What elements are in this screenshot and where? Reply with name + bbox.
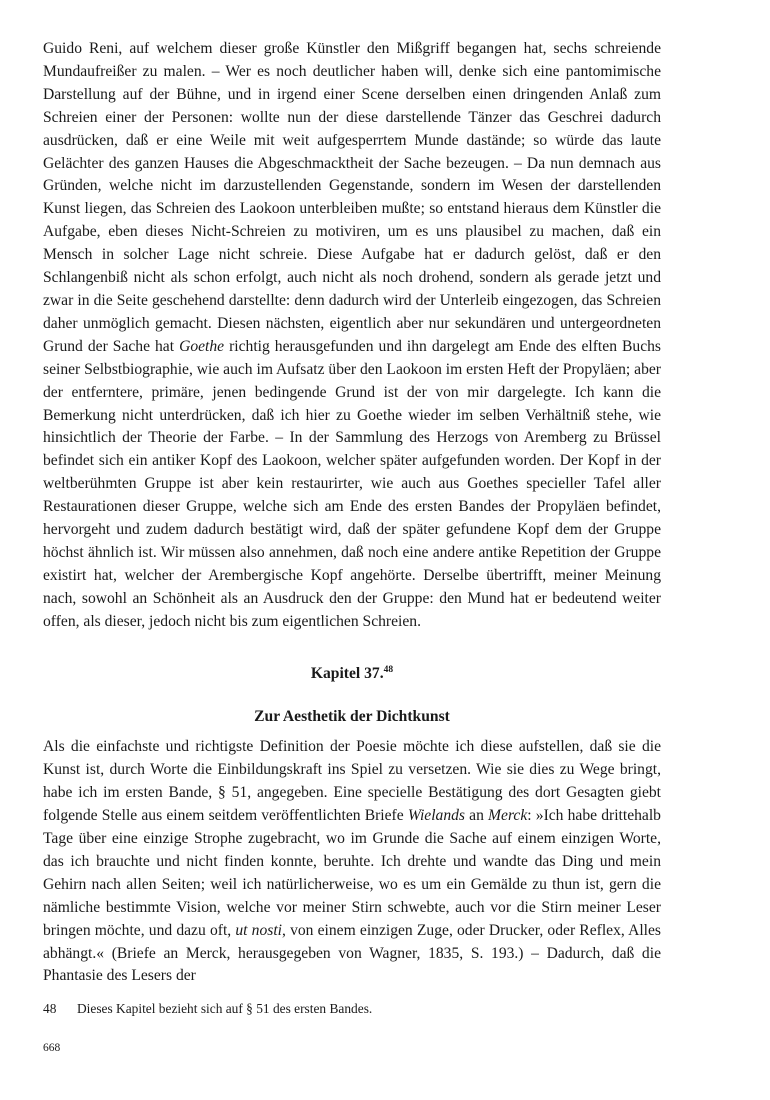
- footnote-text: Dieses Kapitel bezieht sich auf § 51 des ersten Bandes.: [77, 1001, 373, 1016]
- paragraph-poesie: [43, 736, 661, 988]
- footnote: [43, 1000, 661, 1018]
- chapter-title: Zur Aesthetik der Dichtkunst: [254, 708, 450, 726]
- page-number: 668: [43, 1042, 61, 1054]
- text-run: Als die einfachste und richtigste Definition der Poesie möchte ich diese aufstellen, daß sie die Kunst ist, durch Worte die Einbildungskraft ins Spiel zu versetzen. Wie sie dies zu Wege bringt, habe ich im ersten Bande, § 51, angegeben. Eine specielle Bestätigung des dort Gesagten giebt folgende Stelle aus einem seitdem veröffentlichten Briefe: [43, 738, 661, 825]
- italic-text: Merck: [488, 807, 528, 825]
- italic-text: Goethe: [179, 337, 225, 355]
- text-run: , von einem einzigen Zuge, oder Drucker, oder Reflex, Alles abhängt.« (Briefe an Merck, herausgegeben von Wagner, 1835, S. 193.) – Dadurch, daß die Phantasie des Lesers der: [43, 921, 662, 985]
- chapter-heading: [43, 663, 661, 686]
- italic-text: ut nosti: [235, 921, 282, 939]
- page-body: [43, 38, 661, 988]
- text-run: an: [465, 807, 489, 825]
- footnote-number: 48: [43, 1001, 57, 1016]
- text-run: Guido Reni, auf welchem dieser große Künstler den Mißgriff begangen hat, sechs schreiende Mundaufreißer zu malen. – Wer es noch deutlicher haben will, denke sich eine pantomimische Darstellung auf der Bühne, und in irgend einer Scene derselben einen dringenden Anlaß zum Schreien einer der Personen: wollte nun der diese darstellende Tänzer das Geschrei dadurch ausdrücken, daß er eine Weile mit weit aufgesperrtem Munde dastände; so würde das laute Gelächter des ganzen Hauses die Abgeschmacktheit der Sache bezeugen. – Da nun demnach aus Gründen, welche nicht im darzustellenden Gegenstande, sondern im Wesen der darstellenden Kunst liegen, das Schreien des Laokoon unterbleiben mußte; so entstand hieraus dem Künstler die Aufgabe, eben dieses Nicht-Schreien zu motiviren, um es uns plausibel zu machen, daß ein Mensch in solcher Lage nicht schreie. Diese Aufgabe hat er dadurch gelöst, daß er den Schlangenbiß nicht als schon erfolgt, auch nicht als noch drohend, sondern als gerade jetzt und zwar in die Seite geschehend darstellte: denn dadurch wird der Unterleib eingezogen, das Schreien daher unmöglich gemacht. Diesen nächsten, eigentlich aber nur sekundären und untergeordneten Grund der Sache hat: [43, 40, 661, 355]
- footnote-reference[interactable]: 48: [383, 664, 394, 675]
- chapter-heading-text: Kapitel 37.: [310, 664, 384, 682]
- paragraph-laokoon: [43, 38, 661, 634]
- italic-text: Wielands: [407, 807, 465, 825]
- text-run: : »Ich habe drittehalb Tage über eine einzige Strophe zugebracht, wo im Grunde die Sache auf einem einzigen Worte, das ich brauchte und nicht finden konnte, beruhte. Ich drehte und wandte das Ding und mein Gehirn nach allen Seiten; weil ich natürlicherweise, wo es um ein Gemälde zu thun ist, gern die nämliche bestimmte Vision, welche vor meiner Stirn schwebte, auch vor die Stirn meiner Leser bringen möchte, und dazu oft,: [43, 807, 661, 939]
- text-run: richtig herausgefunden und ihn dargelegt am Ende des elften Buchs seiner Selbstbiographie, wie auch im Aufsatz über den Laokoon im ersten Heft der Propyläen; aber der entferntere, primäre, jenen bedingende Grund ist der von mir dargelegte. Ich kann die Bemerkung nicht unterdrücken, daß ich hier zu Goethe wieder im selben Verhältniß stehe, wie hinsichtlich der Theorie der Farbe. – In der Sammlung des Herzogs von Aremberg zu Brüssel befindet sich ein antiker Kopf des Laokoon, welcher später aufgefunden worden. Der Kopf in der weltberühmten Gruppe ist aber kein restaurirter, wie auch aus Goethes specieller Tafel aller Restaurationen dieser Gruppe, welche sich am Ende des ersten Bandes der Propyläen befindet, hervorgeht und zudem dadurch bestätigt wird, daß der später gefundene Kopf dem der Gruppe höchst ähnlich ist. Wir müssen also annehmen, daß noch eine andere antike Repetition der Gruppe existirt hat, welcher der Arembergische Kopf angehörte. Derselbe übertrifft, meiner Meinung nach, sowohl an Schönheit als an Ausdruck den der Gruppe: den Mund hat er bedeutend weiter offen, als dieser, jedoch nicht bis zum eigentlichen Schreien.: [43, 337, 661, 630]
